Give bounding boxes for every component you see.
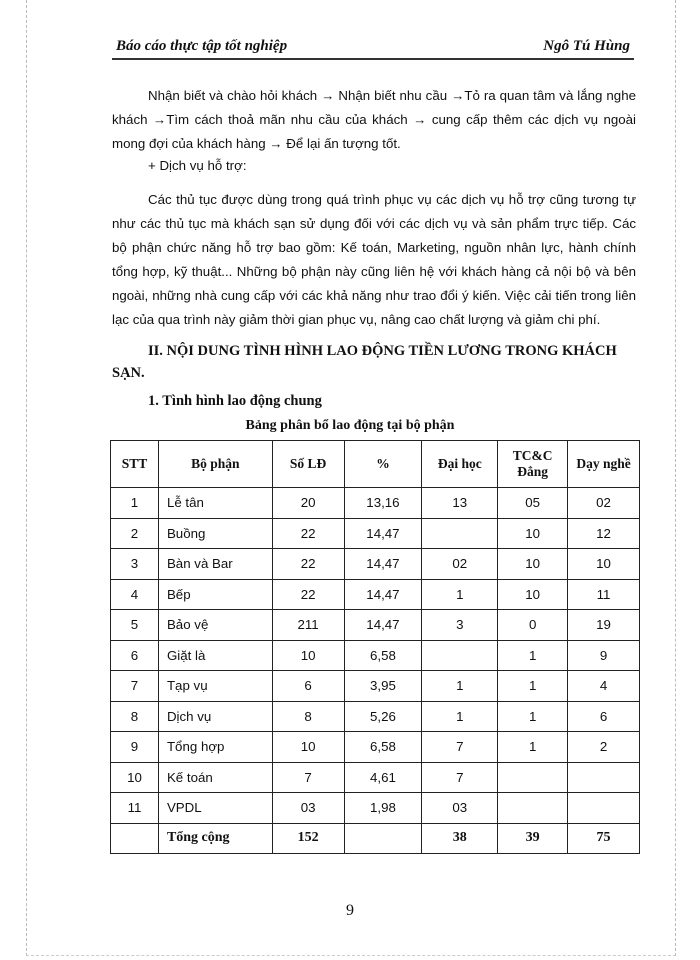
cell-vocational: 4 [568, 671, 640, 702]
col-header-university: Đại học [422, 441, 498, 488]
table-row [111, 549, 640, 580]
cell-stt: 6 [111, 640, 159, 671]
cell-college: 10 [498, 518, 568, 549]
cell-total-percent [344, 823, 422, 854]
cell-stt: 9 [111, 732, 159, 763]
cell-department: Kế toán [158, 762, 272, 793]
cell-vocational: 11 [568, 579, 640, 610]
paragraph-support-services: Các thủ tục được dùng trong quá trình phục vụ các dịch vụ hỗ trợ cũng tương tự như các thủ tục mà khách sạn sử dụng đối với các dịch vụ và sản phẩm trực tiếp. Các bộ phận chức năng hỗ trợ bao gồm: Kế toán, Marketing, nguồn nhân lực, hành chính tổng hợp, kỹ thuật... Những bộ phận này cũng liên hệ với khách hàng cả nội bộ và bên ngoài, những nhà cung cấp với các khả năng như trao đổi ý kiến. Việc cải tiến trong liên lạc của qua trình này giảm thời gian phục vụ, nâng cao chất lượng và giảm chi phí. [112, 192, 636, 327]
cell-vocational [568, 793, 640, 824]
section-heading: II. NỘI DUNG TÌNH HÌNH LAO ĐỘNG TIỀN LƯƠNG TRONG KHÁCH SẠN. [112, 343, 617, 381]
table-header-row [111, 441, 640, 488]
cell-vocational: 19 [568, 610, 640, 641]
col-header-department: Bộ phận [158, 441, 272, 488]
cell-college: 1 [498, 671, 568, 702]
cell-university: 03 [422, 793, 498, 824]
table-row [111, 610, 640, 641]
table-row [111, 640, 640, 671]
table-total-row [111, 823, 640, 854]
col-header-college: TC&C Đẳng [498, 441, 568, 488]
cell-department: Dịch vụ [158, 701, 272, 732]
subsection-heading: 1. Tình hình lao động chung [148, 393, 322, 409]
cell-stt: 8 [111, 701, 159, 732]
cell-percent: 14,47 [344, 518, 422, 549]
table-row [111, 793, 640, 824]
cell-department: Bàn và Bar [158, 549, 272, 580]
cell-percent: 6,58 [344, 640, 422, 671]
cell-vocational: 10 [568, 549, 640, 580]
cell-percent: 5,26 [344, 701, 422, 732]
cell-percent: 1,98 [344, 793, 422, 824]
cell-staff-count: 22 [272, 549, 344, 580]
cell-total-college: 39 [498, 823, 568, 854]
table-row [111, 762, 640, 793]
cell-college: 05 [498, 488, 568, 519]
cell-total-university: 38 [422, 823, 498, 854]
table-row [111, 579, 640, 610]
cell-vocational: 12 [568, 518, 640, 549]
cell-stt: 2 [111, 518, 159, 549]
cell-department: Bảo vệ [158, 610, 272, 641]
cell-stt: 3 [111, 549, 159, 580]
cell-university: 1 [422, 701, 498, 732]
cell-department: Tạp vụ [158, 671, 272, 702]
page-number: 9 [346, 902, 354, 919]
table-row [111, 518, 640, 549]
cell-college: 10 [498, 579, 568, 610]
paragraph-support-services-label: + Dịch vụ hỗ trợ: [148, 158, 247, 173]
table-row [111, 488, 640, 519]
table-title: Bảng phân bổ lao động tại bộ phận [245, 418, 455, 433]
cell-university [422, 640, 498, 671]
cell-college: 0 [498, 610, 568, 641]
cell-college [498, 762, 568, 793]
cell-total-staff: 152 [272, 823, 344, 854]
cell-university: 02 [422, 549, 498, 580]
cell-stt: 10 [111, 762, 159, 793]
cell-department: Tổng hợp [158, 732, 272, 763]
cell-stt [111, 823, 159, 854]
cell-percent: 14,47 [344, 549, 422, 580]
cell-staff-count: 6 [272, 671, 344, 702]
cell-vocational: 9 [568, 640, 640, 671]
labor-allocation-table [110, 440, 640, 854]
cell-stt: 11 [111, 793, 159, 824]
cell-staff-count: 211 [272, 610, 344, 641]
cell-staff-count: 20 [272, 488, 344, 519]
cell-vocational: 02 [568, 488, 640, 519]
cell-college: 1 [498, 701, 568, 732]
cell-stt: 5 [111, 610, 159, 641]
cell-percent: 14,47 [344, 579, 422, 610]
cell-university: 1 [422, 671, 498, 702]
cell-university: 1 [422, 579, 498, 610]
cell-percent: 3,95 [344, 671, 422, 702]
col-header-staff-count: Số LĐ [272, 441, 344, 488]
cell-staff-count: 22 [272, 518, 344, 549]
cell-college: 1 [498, 732, 568, 763]
cell-staff-count: 10 [272, 732, 344, 763]
cell-university: 7 [422, 762, 498, 793]
cell-university: 3 [422, 610, 498, 641]
cell-staff-count: 22 [272, 579, 344, 610]
page-header [112, 36, 634, 60]
cell-vocational: 6 [568, 701, 640, 732]
cell-staff-count: 10 [272, 640, 344, 671]
cell-percent: 14,47 [344, 610, 422, 641]
header-author: Ngô Tú Hùng [543, 38, 630, 54]
cell-university: 7 [422, 732, 498, 763]
header-report-title: Báo cáo thực tập tốt nghiệp [116, 38, 288, 54]
cell-percent: 6,58 [344, 732, 422, 763]
table-row [111, 701, 640, 732]
cell-stt: 1 [111, 488, 159, 519]
table-row [111, 732, 640, 763]
paragraph-service-steps: Nhận biết và chào hỏi khách → Nhận biết nhu cầu →Tỏ ra quan tâm và lắng nghe khách →Tìm cách thoả mãn nhu cầu của khách → cung cấp thêm các dịch vụ ngoài mong đợi của khách hàng → Để lại ấn tượng tốt. [112, 88, 636, 151]
cell-department: VPDL [158, 793, 272, 824]
cell-staff-count: 03 [272, 793, 344, 824]
cell-total-label: Tổng cộng [158, 823, 272, 854]
table-row [111, 671, 640, 702]
cell-department: Buồng [158, 518, 272, 549]
cell-department: Giặt là [158, 640, 272, 671]
cell-university: 13 [422, 488, 498, 519]
cell-college: 10 [498, 549, 568, 580]
cell-college: 1 [498, 640, 568, 671]
cell-percent: 13,16 [344, 488, 422, 519]
cell-university [422, 518, 498, 549]
cell-stt: 4 [111, 579, 159, 610]
cell-percent: 4,61 [344, 762, 422, 793]
col-header-stt: STT [111, 441, 159, 488]
cell-department: Lễ tân [158, 488, 272, 519]
cell-staff-count: 7 [272, 762, 344, 793]
cell-vocational: 2 [568, 732, 640, 763]
col-header-vocational: Dạy nghề [568, 441, 640, 488]
cell-stt: 7 [111, 671, 159, 702]
cell-department: Bếp [158, 579, 272, 610]
cell-vocational [568, 762, 640, 793]
cell-staff-count: 8 [272, 701, 344, 732]
cell-total-vocational: 75 [568, 823, 640, 854]
col-header-percent: % [344, 441, 422, 488]
cell-college [498, 793, 568, 824]
